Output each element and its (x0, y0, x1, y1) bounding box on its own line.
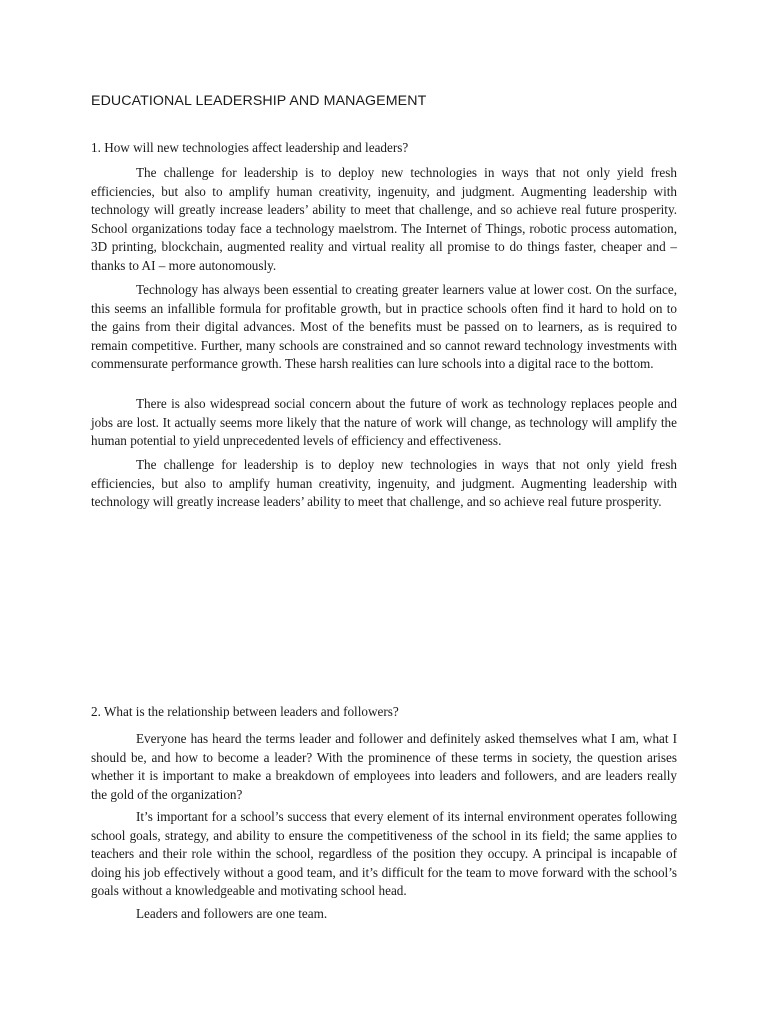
section-1-paragraph-4: The challenge for leadership is to deploy new technologies in ways that not only yield fresh efficiencies, but also to amplify human creativity, ingenuity, and judgment. Augmenting leadership with technology will greatly increase leaders’ ability to meet that challenge, and so achieve real future prosperity. (91, 457, 677, 509)
section-2-question: 2. What is the relationship between leaders and followers? (91, 704, 399, 719)
section-2-paragraph-3: Leaders and followers are one team. (136, 906, 328, 921)
document-title: EDUCATIONAL LEADERSHIP AND MANAGEMENT (91, 93, 427, 109)
section-1-paragraph-1: The challenge for leadership is to deploy new technologies in ways that not only yield fresh efficiencies, but also to amplify human creativity, ingenuity, and judgment. Augmenting leadership with technology will greatly increase leaders’ ability to meet that challenge, and so achieve real future prosperity. School organizations today face a technology maelstrom. The Internet of Things, robotic process automation, 3D printing, blockchain, augmented reality and virtual reality all promise to do things faster, cheaper and – thanks to AI – more autonomously. (91, 165, 677, 273)
section-1-question: 1. How will new technologies affect leadership and leaders? (91, 140, 409, 155)
section-2-paragraph-1: Everyone has heard the terms leader and follower and definitely asked themselves what I am, what I should be, and how to become a leader? With the prominence of these terms in society, the question arises whether it is important to make a breakdown of employees into leaders and followers, and are leaders really the gold of the organization? (91, 731, 677, 802)
section-1-paragraph-3: There is also widespread social concern about the future of work as technology replaces people and jobs are lost. It actually seems more likely that the nature of work will change, as technology will amplify the human potential to yield unprecedented levels of efficiency and effectiveness. (91, 396, 677, 448)
section-1-paragraph-2: Technology has always been essential to creating greater learners value at lower cost. On the surface, this seems an infallible formula for profitable growth, but in practice schools often find it hard to hold on to the gains from their digital advances. Most of the benefits must be passed on to learners, as is required to remain competitive. Further, many schools are constrained and so cannot reward technology investments with commensurate performance growth. These harsh realities can lure schools into a digital race to the bottom. (91, 282, 677, 371)
section-2-paragraph-2: It’s important for a school’s success that every element of its internal environment operates following school goals, strategy, and ability to ensure the competitiveness of the school in its field; the same applies to teachers and their role within the school, regardless of the position they occupy. A principal is incapable of doing his job effectively without a good team, and it’s difficult for the team to move forward with the school’s goals without a knowledgeable and motivating school head. (91, 809, 677, 898)
